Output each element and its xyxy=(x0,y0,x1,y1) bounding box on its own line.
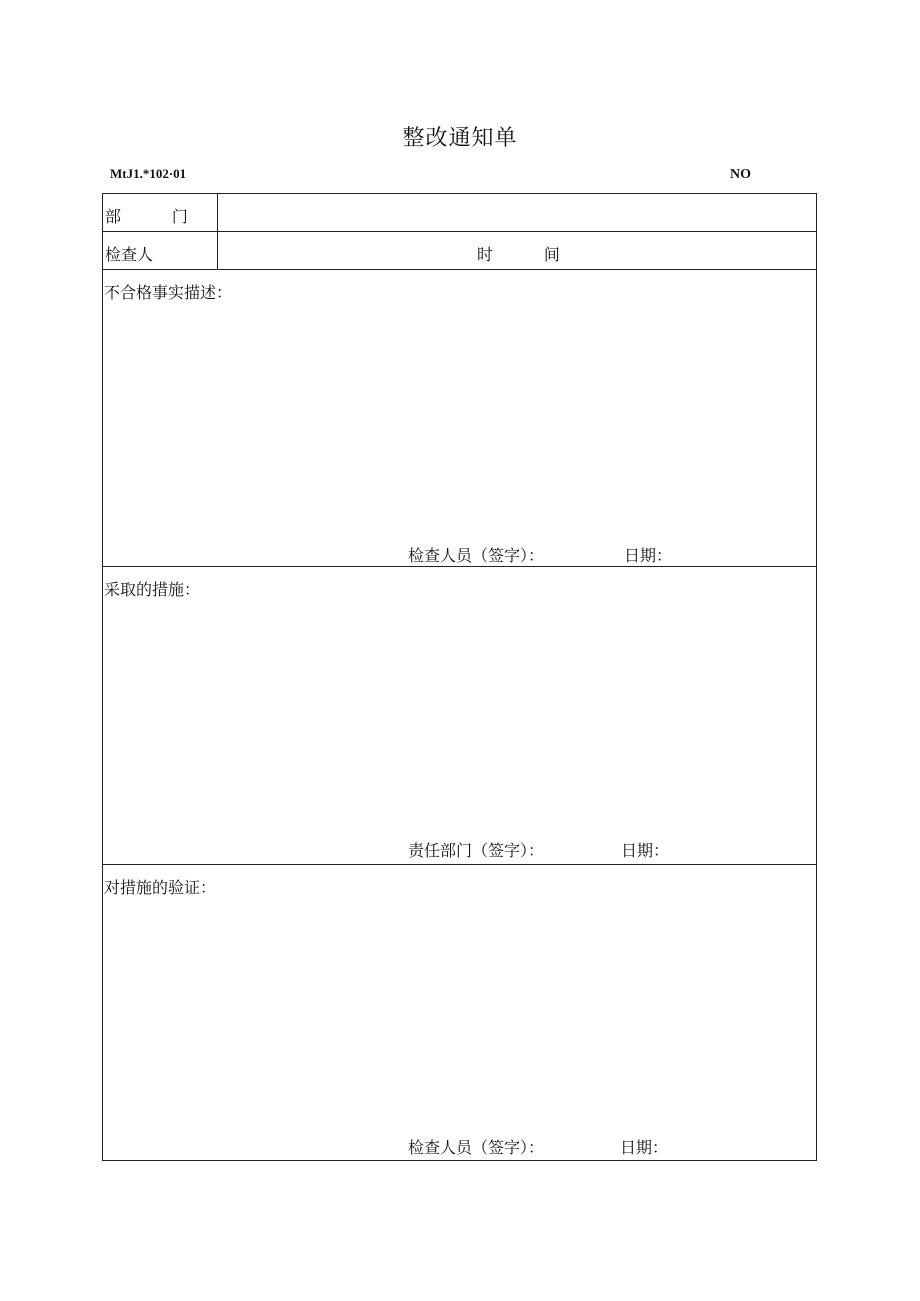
date-label: 日期： xyxy=(620,1138,669,1157)
section-label: 采取的措施： xyxy=(104,580,201,599)
rectification-form xyxy=(102,193,817,1161)
column-divider xyxy=(217,232,218,269)
page-title: 整改通知单 xyxy=(402,126,518,151)
verification-section xyxy=(103,865,816,1161)
measures-section xyxy=(103,567,816,865)
department-row xyxy=(103,194,816,232)
nonconformity-section xyxy=(103,270,816,567)
signature-label: 检查人员（签字）： xyxy=(408,546,545,565)
department-label: 部 门 xyxy=(105,207,188,226)
time-label: 时 间 xyxy=(477,245,560,264)
inspector-label: 检查人 xyxy=(105,245,154,264)
inspector-row xyxy=(103,232,816,270)
date-label: 日期： xyxy=(624,546,673,565)
section-label: 对措施的验证： xyxy=(104,878,217,897)
date-label: 日期： xyxy=(621,841,670,860)
signature-label: 责任部门（签字）： xyxy=(408,841,545,860)
section-label: 不合格事实描述： xyxy=(104,283,233,302)
signature-label: 检查人员（签字）： xyxy=(408,1138,545,1157)
column-divider xyxy=(217,194,218,231)
number-label: NO xyxy=(730,167,751,182)
form-code: MtJ1.*102·01 xyxy=(110,166,187,181)
